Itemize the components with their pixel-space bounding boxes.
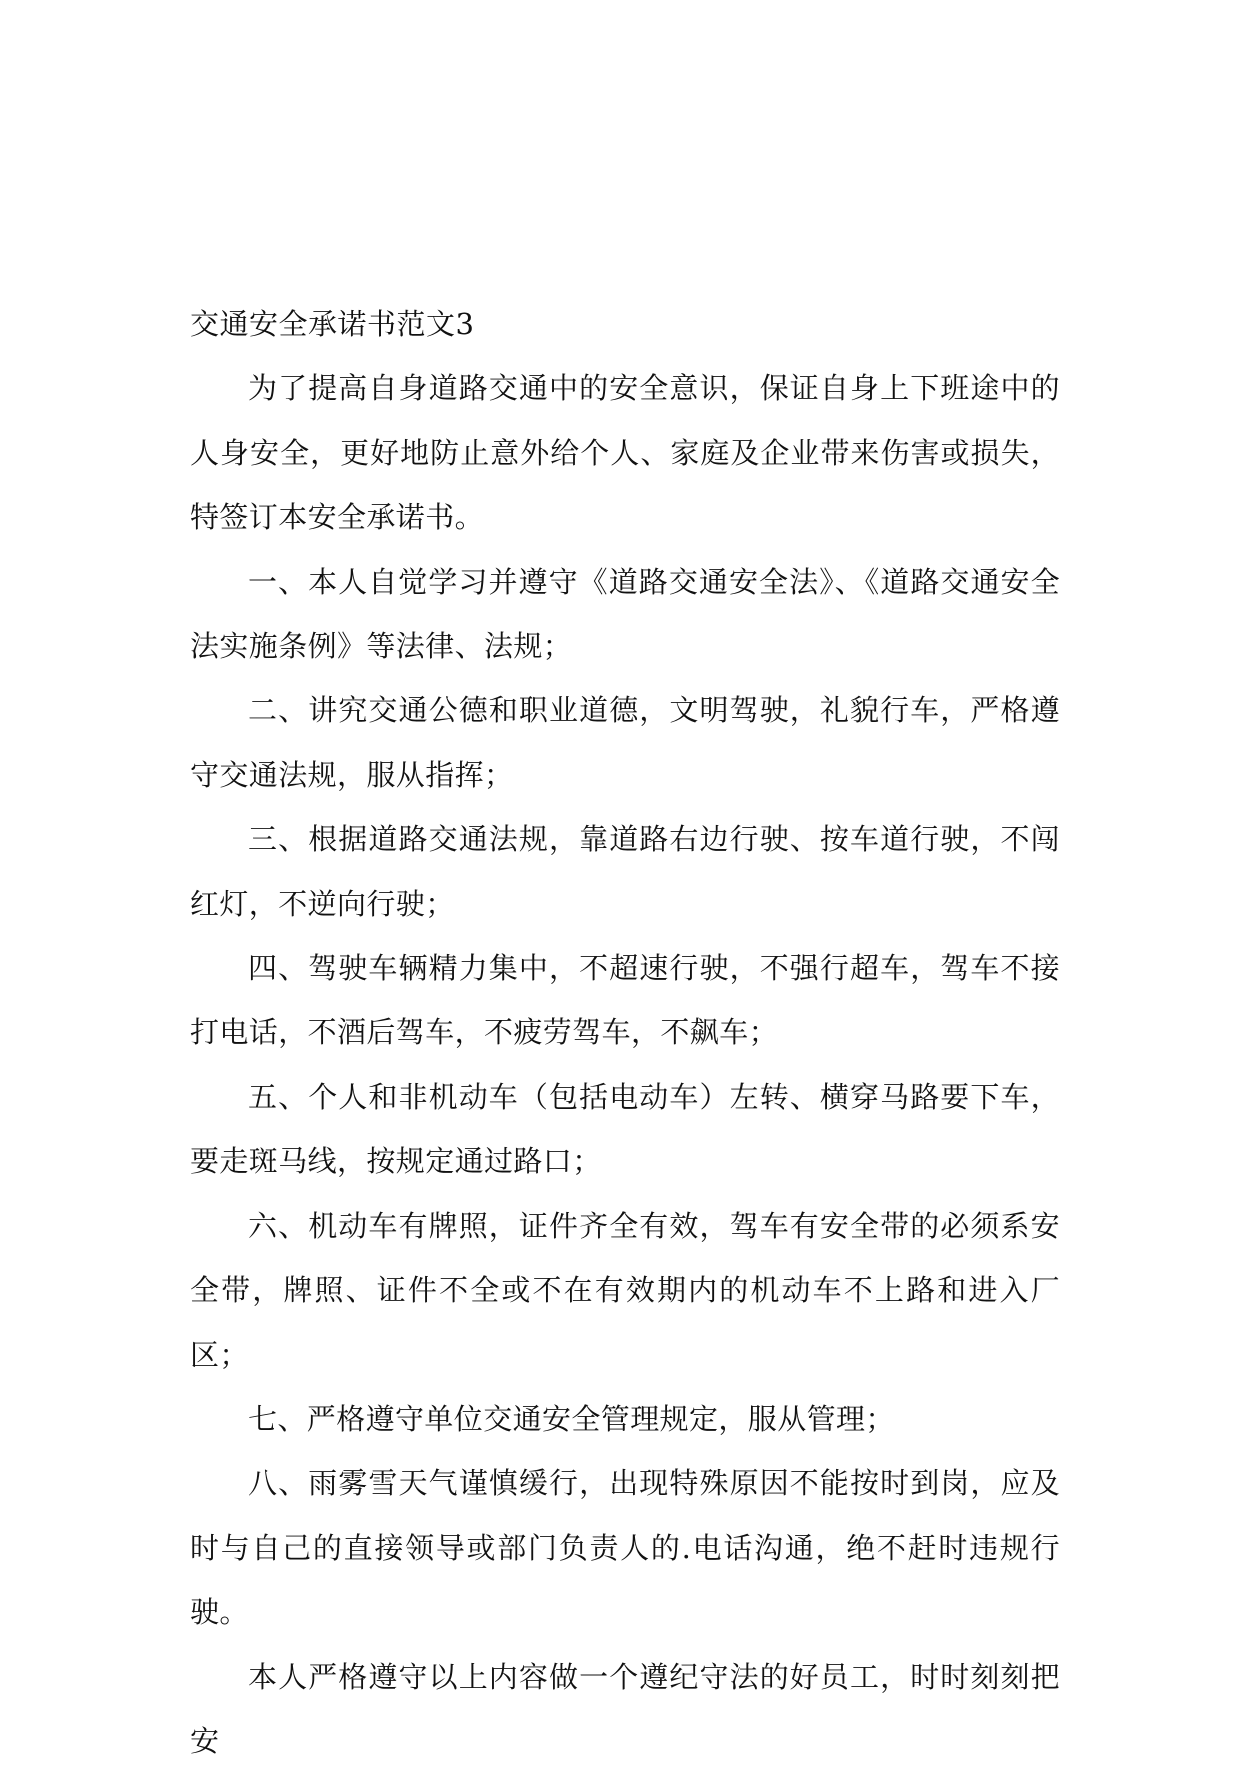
clause-2-paragraph: 二、讲究交通公德和职业道德，文明驾驶，礼貌行车，严格遵守交通法规，服从指挥；: [190, 693, 1060, 792]
clause-1-paragraph: 一、本人自觉学习并遵守《道路交通安全法》、《道路交通安全法实施条例》等法律、法规；: [190, 564, 1060, 664]
document-body: [190, 292, 1060, 1773]
clause-5-paragraph: 五、个人和非机动车（包括电动车）左转、横穿马路要下车，要走斑马线，按规定通过路口；: [190, 1079, 1060, 1179]
clause-4-paragraph: 四、驾驶车辆精力集中，不超速行驶，不强行超车，驾车不接打电话，不酒后驾车，不疲劳驾车，不飙车；: [190, 951, 1060, 1050]
clause-6-paragraph: 六、机动车有牌照，证件齐全有效，驾车有安全带的必须系安全带，牌照、证件不全或不在有效期内的机动车不上路和进入厂区；: [190, 1208, 1060, 1372]
closing-paragraph: 本人严格遵守以上内容做一个遵纪守法的好员工，时时刻刻把安: [190, 1659, 1060, 1758]
document-title: 交通安全承诺书范文3: [190, 307, 475, 341]
intro-paragraph: 为了提高自身道路交通中的安全意识，保证自身上下班途中的人身安全，更好地防止意外给个人、家庭及企业带来伤害或损失，特签订本安全承诺书。: [190, 371, 1060, 535]
clause-8-paragraph: 八、雨雾雪天气谨慎缓行，出现特殊原因不能按时到岗，应及时与自己的直接领导或部门负责人的.电话沟通，绝不赶时违规行驶。: [190, 1466, 1060, 1630]
clause-3-paragraph: 三、根据道路交通法规，靠道路右边行驶、按车道行驶，不闯红灯，不逆向行驶；: [190, 822, 1060, 921]
clause-7-paragraph: 七、严格遵守单位交通安全管理规定，服从管理；: [248, 1401, 895, 1436]
